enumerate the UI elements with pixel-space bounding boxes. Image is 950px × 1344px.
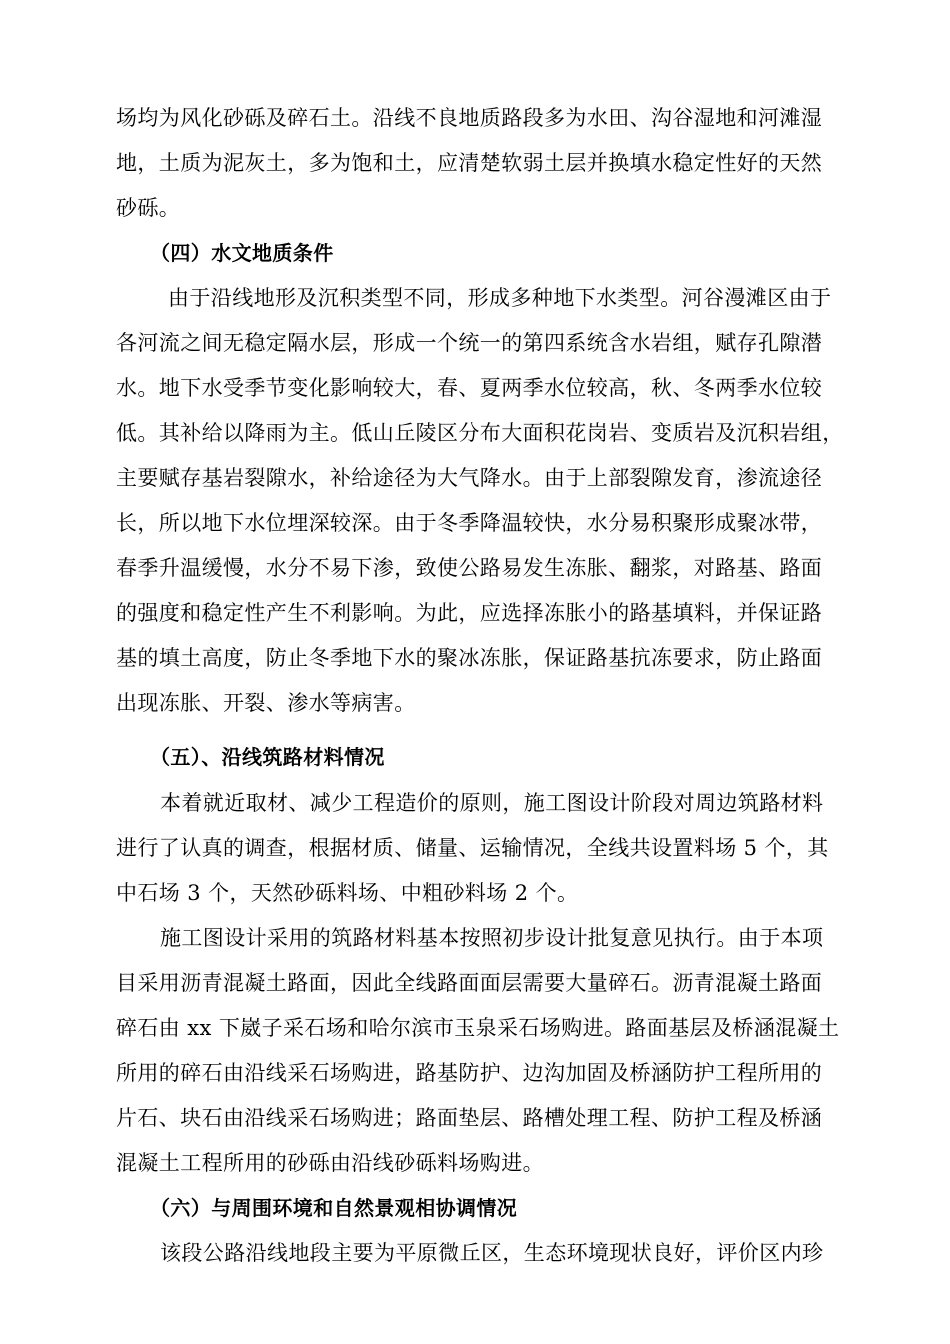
- text-line: 片石、块石由沿线采石场购进；路面垫层、路槽处理工程、防护工程及桥涵: [116, 1106, 823, 1130]
- text-line: 目采用沥青混凝土路面，因此全线路面面层需要大量碎石。沥青混凝土路面: [116, 971, 823, 995]
- text-line: 出现冻胀、开裂、渗水等病害。: [116, 691, 416, 715]
- text-line: 春季升温缓慢，水分不易下渗，致使公路易发生冻胀、翻浆，对路基、路面: [116, 556, 823, 580]
- text-line: 场均为风化砂砾及碎石土。沿线不良地质路段多为水田、沟谷湿地和河滩湿: [116, 106, 823, 130]
- text-line: 进行了认真的调查，根据材质、储量、运输情况，全线共设置料场 5 个，其: [116, 836, 829, 860]
- text-line: 碎石由 xx 下崴子采石场和哈尔滨市玉泉采石场购进。路面基层及桥涵混凝土: [116, 1016, 840, 1040]
- text-line: 的强度和稳定性产生不利影响。为此，应选择冻胀小的路基填料，并保证路: [116, 601, 823, 625]
- text-line: 由于沿线地形及沉积类型不同，形成多种地下水类型。河谷漫滩区由于: [168, 286, 832, 310]
- text-line: 水。地下水受季节变化影响较大，春、夏两季水位较高，秋、冬两季水位较: [116, 376, 823, 400]
- text-line: 该段公路沿线地段主要为平原微丘区，生态环境现状良好，评价区内珍: [160, 1241, 824, 1265]
- text-line: 施工图设计采用的筑路材料基本按照初步设计批复意见执行。由于本项: [160, 926, 824, 950]
- text-line: 本着就近取材、减少工程造价的原则，施工图设计阶段对周边筑路材料: [160, 791, 824, 815]
- text-line: 砂砾。: [116, 196, 181, 220]
- section-heading: （五）、沿线筑路材料情况: [150, 745, 385, 769]
- text-line: 各河流之间无稳定隔水层，形成一个统一的第四系统含水岩组，赋存孔隙潜: [116, 331, 823, 355]
- text-line: 混凝土工程所用的砂砾由沿线砂砾料场购进。: [116, 1151, 544, 1175]
- text-line: 基的填土高度，防止冬季地下水的聚冰冻胀，保证路基抗冻要求，防止路面: [116, 646, 823, 670]
- text-line: 地，土质为泥灰土，多为饱和土，应清楚软弱土层并换填水稳定性好的天然: [116, 151, 823, 175]
- text-line: 中石场 3 个，天然砂砾料场、中粗砂料场 2 个。: [116, 881, 579, 905]
- section-heading: （四）水文地质条件: [150, 241, 334, 265]
- section-heading: （六）与周围环境和自然景观相协调情况: [150, 1196, 518, 1220]
- text-line: 主要赋存基岩裂隙水，补给途径为大气降水。由于上部裂隙发育，渗流途径: [116, 466, 823, 490]
- text-line: 所用的碎石由沿线采石场购进，路基防护、边沟加固及桥涵防护工程所用的: [116, 1061, 823, 1085]
- text-line: 长，所以地下水位埋深较深。由于冬季降温较快，水分易积聚形成聚冰带，: [116, 511, 823, 535]
- text-line: 低。其补给以降雨为主。低山丘陵区分布大面积花岗岩、变质岩及沉积岩组，: [116, 421, 844, 445]
